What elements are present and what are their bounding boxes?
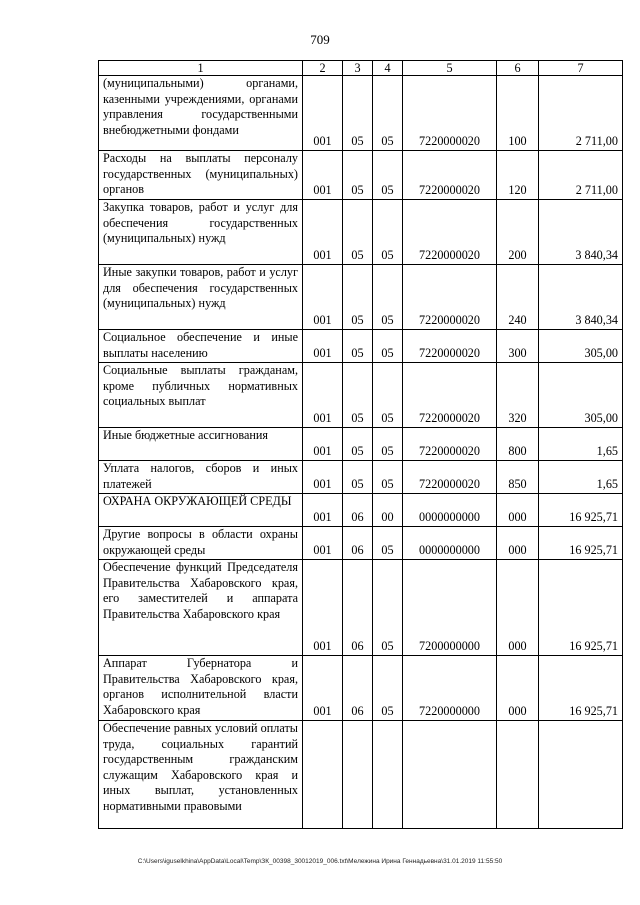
row-type-cell: 300 — [497, 330, 539, 363]
row-subsection-cell: 05 — [373, 151, 403, 200]
row-name-cell: Иные бюджетные ассигнования — [99, 428, 303, 461]
row-subsection-cell: 05 — [373, 527, 403, 560]
row-section-cell: 05 — [343, 330, 373, 363]
table-row — [99, 151, 623, 200]
row-amount-cell — [539, 721, 623, 829]
header-cell: 1 — [99, 61, 303, 76]
row-section-cell: 05 — [343, 76, 373, 151]
row-section-cell: 05 — [343, 428, 373, 461]
row-name-cell: (муниципальными) органами, казенными учреждениями, органами управления государственными внебюджетными фондами — [99, 76, 303, 151]
header-cell: 5 — [403, 61, 497, 76]
row-section-cell: 05 — [343, 461, 373, 494]
row-amount-cell: 3 840,34 — [539, 265, 623, 330]
row-code-cell: 001 — [303, 330, 343, 363]
row-section-cell: 05 — [343, 151, 373, 200]
row-subsection-cell: 05 — [373, 656, 403, 721]
row-subsection-cell: 05 — [373, 76, 403, 151]
table-header-row — [99, 61, 623, 76]
row-name-cell: Обеспечение равных условий оплаты труда, социальных гарантий государственным гражданским служащим Хабаровского края и иных выплат, установленных нормативными правовыми — [99, 721, 303, 829]
row-subsection-cell: 05 — [373, 330, 403, 363]
row-amount-cell: 16 925,71 — [539, 527, 623, 560]
row-section-cell: 06 — [343, 656, 373, 721]
table-row — [99, 461, 623, 494]
row-type-cell: 000 — [497, 527, 539, 560]
row-code-cell — [303, 721, 343, 829]
row-name-cell: Расходы на выплаты персоналу государственных (муниципальных) органов — [99, 151, 303, 200]
row-subsection-cell: 05 — [373, 200, 403, 265]
row-target-cell: 7220000020 — [403, 363, 497, 428]
row-code-cell: 001 — [303, 560, 343, 656]
row-subsection-cell: 05 — [373, 265, 403, 330]
row-target-cell: 7220000020 — [403, 265, 497, 330]
row-name-cell: Закупка товаров, работ и услуг для обеспечения государственных (муниципальных) нужд — [99, 200, 303, 265]
row-target-cell: 0000000000 — [403, 527, 497, 560]
row-subsection-cell: 05 — [373, 363, 403, 428]
table-row — [99, 428, 623, 461]
row-type-cell: 120 — [497, 151, 539, 200]
row-amount-cell: 16 925,71 — [539, 494, 623, 527]
row-section-cell: 05 — [343, 200, 373, 265]
row-type-cell: 100 — [497, 76, 539, 151]
row-code-cell: 001 — [303, 151, 343, 200]
row-target-cell: 7220000000 — [403, 656, 497, 721]
row-amount-cell: 1,65 — [539, 461, 623, 494]
row-subsection-cell: 05 — [373, 461, 403, 494]
row-code-cell: 001 — [303, 656, 343, 721]
row-type-cell: 320 — [497, 363, 539, 428]
row-name-cell: Иные закупки товаров, работ и услуг для обеспечения государственных (муниципальных) нужд — [99, 265, 303, 330]
header-cell: 7 — [539, 61, 623, 76]
file-path-footer: C:\Users\iguselkhina\AppData\Local\Temp\ЗК_00398_30012019_006.txt\Мележина Ирина Геннадьевна\31.01.2019 11:55:50 — [137, 858, 503, 865]
row-name-cell: Социальные выплаты гражданам, кроме публичных нормативных социальных выплат — [99, 363, 303, 428]
row-amount-cell: 16 925,71 — [539, 656, 623, 721]
row-target-cell: 7220000020 — [403, 200, 497, 265]
row-type-cell: 800 — [497, 428, 539, 461]
row-name-cell: ОХРАНА ОКРУЖАЮЩЕЙ СРЕДЫ — [99, 494, 303, 527]
page-number: 709 — [310, 32, 330, 47]
row-section-cell: 05 — [343, 363, 373, 428]
row-amount-cell: 1,65 — [539, 428, 623, 461]
row-amount-cell: 305,00 — [539, 330, 623, 363]
header-cell: 6 — [497, 61, 539, 76]
table-row — [99, 656, 623, 721]
row-code-cell: 001 — [303, 527, 343, 560]
row-target-cell: 7220000020 — [403, 151, 497, 200]
row-type-cell: 850 — [497, 461, 539, 494]
table-row — [99, 560, 623, 656]
budget-table — [98, 60, 623, 829]
row-target-cell: 7220000020 — [403, 428, 497, 461]
row-type-cell: 000 — [497, 656, 539, 721]
row-target-cell: 7220000020 — [403, 461, 497, 494]
row-code-cell: 001 — [303, 428, 343, 461]
header-cell: 4 — [373, 61, 403, 76]
row-section-cell — [343, 721, 373, 829]
row-subsection-cell: 05 — [373, 428, 403, 461]
row-amount-cell: 2 711,00 — [539, 76, 623, 151]
row-name-cell: Другие вопросы в области охраны окружающей среды — [99, 527, 303, 560]
row-name-cell: Аппарат Губернатора и Правительства Хабаровского края, органов исполнительной власти Хабаровского края — [99, 656, 303, 721]
row-section-cell: 06 — [343, 527, 373, 560]
row-amount-cell: 3 840,34 — [539, 200, 623, 265]
row-section-cell: 06 — [343, 494, 373, 527]
header-cell: 3 — [343, 61, 373, 76]
row-section-cell: 05 — [343, 265, 373, 330]
table-row — [99, 721, 623, 829]
row-type-cell: 240 — [497, 265, 539, 330]
table-row — [99, 527, 623, 560]
row-target-cell: 7200000000 — [403, 560, 497, 656]
row-subsection-cell — [373, 721, 403, 829]
table-row — [99, 494, 623, 527]
row-type-cell — [497, 721, 539, 829]
row-code-cell: 001 — [303, 494, 343, 527]
row-code-cell: 001 — [303, 265, 343, 330]
table-row — [99, 330, 623, 363]
row-name-cell: Обеспечение функций Председателя Правительства Хабаровского края, его заместителей и аппарата Правительства Хабаровского края — [99, 560, 303, 656]
row-code-cell: 001 — [303, 363, 343, 428]
row-amount-cell: 2 711,00 — [539, 151, 623, 200]
row-name-cell: Уплата налогов, сборов и иных платежей — [99, 461, 303, 494]
row-target-cell: 7220000020 — [403, 330, 497, 363]
table-row — [99, 265, 623, 330]
row-type-cell: 000 — [497, 560, 539, 656]
row-code-cell: 001 — [303, 200, 343, 265]
row-section-cell: 06 — [343, 560, 373, 656]
row-code-cell: 001 — [303, 461, 343, 494]
table-row — [99, 76, 623, 151]
row-target-cell: 7220000020 — [403, 76, 497, 151]
row-subsection-cell: 00 — [373, 494, 403, 527]
row-target-cell — [403, 721, 497, 829]
row-amount-cell: 16 925,71 — [539, 560, 623, 656]
row-name-cell: Социальное обеспечение и иные выплаты населению — [99, 330, 303, 363]
row-code-cell: 001 — [303, 76, 343, 151]
table-row — [99, 200, 623, 265]
row-target-cell: 0000000000 — [403, 494, 497, 527]
table-row — [99, 363, 623, 428]
row-subsection-cell: 05 — [373, 560, 403, 656]
header-cell: 2 — [303, 61, 343, 76]
row-amount-cell: 305,00 — [539, 363, 623, 428]
row-type-cell: 000 — [497, 494, 539, 527]
row-type-cell: 200 — [497, 200, 539, 265]
